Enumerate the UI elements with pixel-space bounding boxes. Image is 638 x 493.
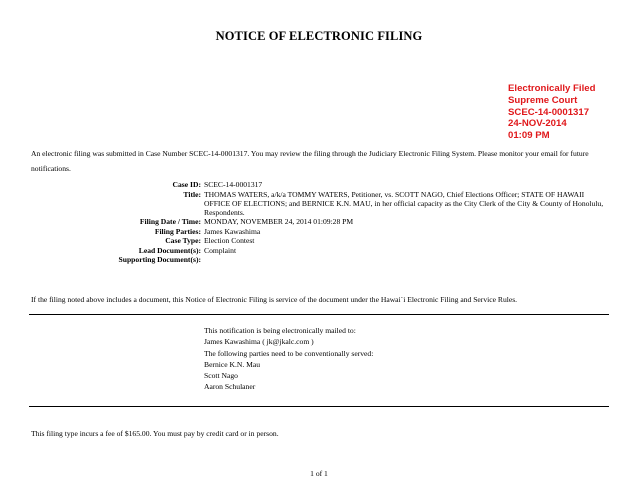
title-value: THOMAS WATERS, a/k/a TOMMY WATERS, Petitioner, vs. SCOTT NAGO, Chief Elections Officer; STATE OF HAWAII OFFICE OF ELECTIONS; and BERNICE K.N. MAU, in her official capacity as the City Clerk of the City & County of Honolulu, Respondents. xyxy=(204,189,604,217)
intro-paragraph: An electronic filing was submitted in Case Number SCEC-14-0001317. You may review the filing through the Judiciary Electronic Filing System. Please monitor your email for future notifications. xyxy=(31,149,589,173)
notification-block xyxy=(204,325,504,393)
case-id-label: Case ID: xyxy=(172,180,201,189)
lead-document-label: Lead Document(s): xyxy=(138,245,201,255)
case-id-row xyxy=(60,180,604,190)
page-number: 1 of 1 xyxy=(310,469,328,478)
supporting-documents-label: Supporting Document(s): xyxy=(118,255,201,265)
title-row xyxy=(60,190,604,218)
service-note: If the filing noted above includes a document, this Notice of Electronic Filing is service of the document under the Hawai`i Electronic Filing and Service Rules. xyxy=(31,295,518,304)
case-type-label: Case Type: xyxy=(165,236,201,246)
filing-date-label: Filing Date / Time: xyxy=(139,217,201,227)
served-party: Aaron Schulaner xyxy=(204,382,256,392)
served-party: Scott Nago xyxy=(204,371,238,381)
filing-parties-label: Filing Parties: xyxy=(154,226,201,236)
stamp-line-time: 01:09 PM xyxy=(508,130,550,142)
filing-date-value: MONDAY, NOVEMBER 24, 2014 01:09:28 PM xyxy=(204,217,354,227)
notification-email-recipient: James Kawashima ( jk@jkalc.com ) xyxy=(204,337,314,347)
supporting-documents-row xyxy=(60,255,604,265)
stamp-line-court: Supreme Court xyxy=(508,94,578,106)
page-title: NOTICE OF ELECTRONIC FILING xyxy=(215,29,423,43)
fee-note: This filing type incurs a fee of $165.00. You must pay by credit card or in person. xyxy=(31,429,279,438)
lead-document-row xyxy=(60,246,604,256)
served-party: Bernice K.N. Mau xyxy=(204,359,261,369)
supporting-documents-value xyxy=(204,255,604,265)
filing-parties-value: James Kawashima xyxy=(204,226,261,236)
stamp-line-case: SCEC-14-0001317 xyxy=(508,106,590,118)
title-label: Title: xyxy=(183,189,201,199)
lead-document-value: Complaint xyxy=(204,245,237,255)
case-type-row xyxy=(60,236,604,246)
divider-bottom xyxy=(29,406,609,407)
filing-date-row xyxy=(60,217,604,227)
filing-parties-row xyxy=(60,227,604,237)
divider-top xyxy=(29,314,609,315)
case-type-value: Election Contest xyxy=(204,236,255,246)
notification-line: This notification is being electronically mailed to: xyxy=(204,326,356,335)
filing-details-table xyxy=(60,180,604,265)
stamp-line-filed: Electronically Filed xyxy=(508,83,596,94)
notification-line: The following parties need to be conventionally served: xyxy=(204,348,374,358)
filing-stamp xyxy=(508,83,633,142)
stamp-line-date: 24-NOV-2014 xyxy=(508,118,567,130)
case-id-value: SCEC-14-0001317 xyxy=(204,180,263,189)
